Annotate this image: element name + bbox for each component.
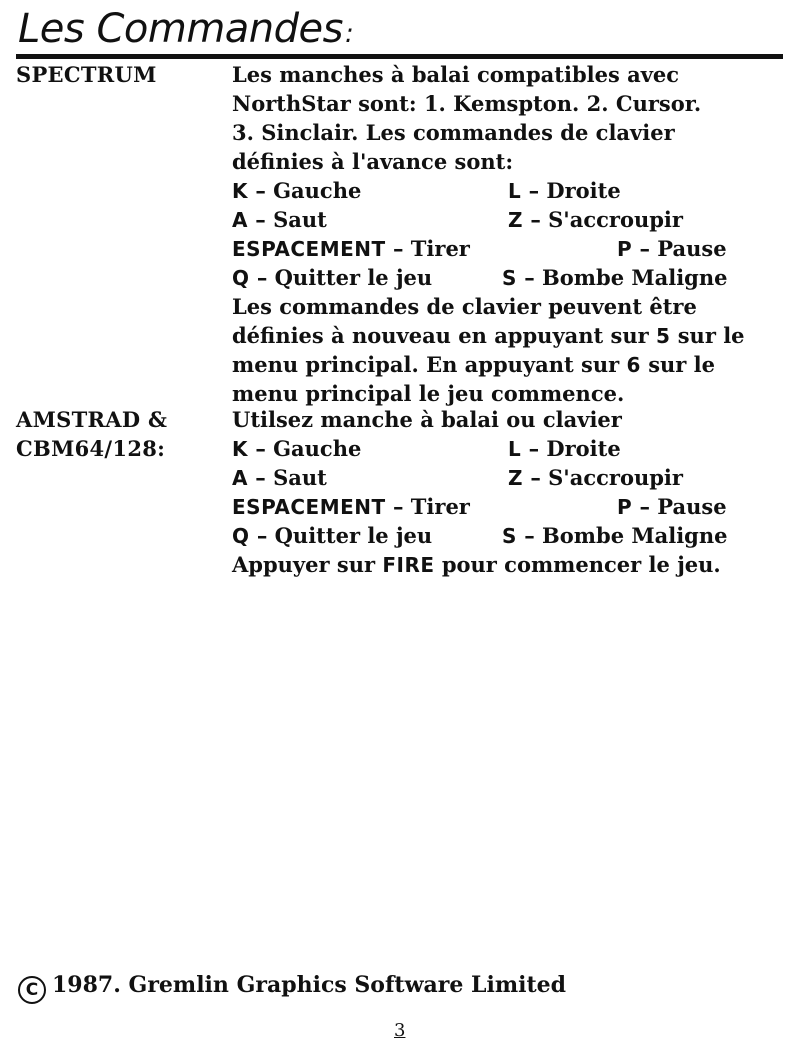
spectrum-intro-line: NorthStar sont: 1. Kemspton. 2. Cursor. — [232, 91, 702, 116]
key-code: ESPACEMENT — [232, 495, 386, 519]
key-action: – Bombe Maligne — [524, 265, 728, 290]
key-code: Q — [232, 524, 250, 548]
key-action: – Tirer — [392, 236, 470, 261]
key-binding-right — [508, 205, 683, 235]
key-binding-right — [617, 492, 727, 522]
amstrad-instructions — [232, 405, 792, 579]
key-code: K — [232, 437, 248, 461]
key-code: S — [502, 524, 517, 548]
key-action: – Quitter le jeu — [256, 265, 433, 290]
key-code: Z — [508, 466, 524, 490]
spectrum-label: SPECTRUM — [16, 62, 157, 87]
key-action: – Pause — [639, 494, 727, 519]
fire-instruction: Appuyer sur FIRE pour commencer le jeu. — [232, 552, 721, 577]
key-action: – Gauche — [255, 178, 362, 203]
key-code: 6 — [626, 353, 641, 377]
amstrad-intro-line: Utilsez manche à balai ou clavier — [232, 407, 622, 432]
key-action: – Bombe Maligne — [524, 523, 728, 548]
key-code: FIRE — [382, 553, 435, 577]
key-row — [232, 492, 792, 521]
key-binding-right — [508, 463, 683, 493]
key-code: ESPACEMENT — [232, 237, 386, 261]
key-binding-right — [617, 234, 727, 264]
key-code: S — [502, 266, 517, 290]
key-code: K — [232, 179, 248, 203]
spectrum-intro-line: 3. Sinclair. Les commandes de clavier — [232, 120, 675, 145]
key-code: 5 — [656, 324, 671, 348]
key-action: – Quitter le jeu — [256, 523, 433, 548]
key-row — [232, 263, 792, 292]
key-action: – S'accroupir — [530, 207, 683, 232]
redefine-line: Les commandes de clavier peuvent être — [232, 294, 697, 319]
key-binding-left — [232, 463, 327, 493]
spectrum-instructions — [232, 60, 792, 408]
key-action: – Droite — [528, 436, 621, 461]
key-code: Q — [232, 266, 250, 290]
key-binding-left — [232, 492, 470, 522]
page-title: Les Commandes: — [18, 6, 354, 52]
key-code: P — [617, 237, 633, 261]
key-binding-right — [508, 434, 621, 464]
cbm-label-line: CBM64/128: — [16, 436, 166, 461]
key-binding-right — [508, 176, 621, 206]
copyright-text: 1987. Gremlin Graphics Software Limited — [52, 972, 567, 998]
amstrad-label-line: AMSTRAD & — [16, 407, 168, 432]
redefine-line: menu principal le jeu commence. — [232, 381, 625, 406]
key-binding-left — [232, 205, 327, 235]
key-code: A — [232, 208, 248, 232]
copyright-icon: C — [18, 976, 46, 1004]
key-action: – Saut — [255, 465, 327, 490]
key-binding-left — [232, 234, 470, 264]
key-binding-left — [232, 434, 361, 464]
key-code: Z — [508, 208, 524, 232]
key-binding-left — [232, 176, 361, 206]
key-row — [232, 234, 792, 263]
key-code: A — [232, 466, 248, 490]
spectrum-intro-line: définies à l'avance sont: — [232, 149, 514, 174]
title-divider — [16, 54, 783, 59]
spectrum-intro-line: Les manches à balai compatibles avec — [232, 62, 680, 87]
key-code: P — [617, 495, 633, 519]
page-number: 3 — [394, 1020, 406, 1041]
key-row — [232, 434, 792, 463]
key-code: L — [508, 179, 522, 203]
key-code: L — [508, 437, 522, 461]
key-row — [232, 463, 792, 492]
key-row — [232, 521, 792, 550]
key-action: – Droite — [528, 178, 621, 203]
key-action: – Saut — [255, 207, 327, 232]
key-action: – Pause — [639, 236, 727, 261]
redefine-line: menu principal. En appuyant sur 6 sur le — [232, 352, 716, 377]
key-binding-right — [502, 263, 727, 293]
key-action: – S'accroupir — [530, 465, 683, 490]
key-action: – Gauche — [255, 436, 362, 461]
key-binding-left — [232, 263, 432, 293]
key-binding-right — [502, 521, 727, 551]
amstrad-label — [16, 405, 231, 463]
redefine-line: définies à nouveau en appuyant sur 5 sur le — [232, 323, 745, 348]
key-action: – Tirer — [392, 494, 470, 519]
key-row — [232, 205, 792, 234]
key-binding-left — [232, 521, 432, 551]
key-row — [232, 176, 792, 205]
copyright-footer — [18, 972, 566, 1004]
